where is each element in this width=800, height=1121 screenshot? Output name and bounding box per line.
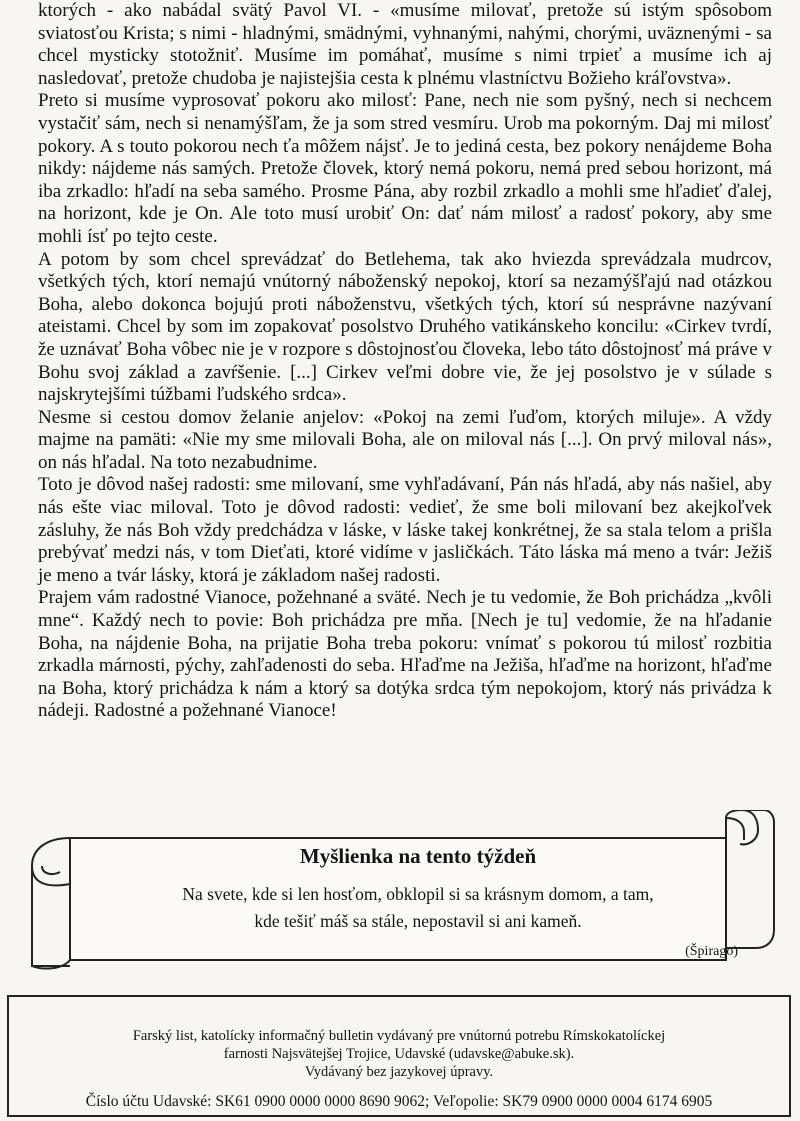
thought-title: Myšlienka na tento týždeň: [299, 844, 537, 868]
article-paragraph: Preto si musíme vyprosovať pokoru ako milosť: Pane, nech nie som pyšný, nech si nechcem vystačiť sám, nech si nenamýšľam, že ja som stred vesmíru. Urob ma pokorným. Daj mi milosť pokory. A s touto pokorou nech ťa môžem nájsť. Je to jediná cesta, bez pokory nenájdeme Boha nikdy: nájdeme nás samých. Pretože človek, ktorý nemá pokoru, nemá pred sebou horizont, má iba zrkadlo: hľadí na seba samého. Prosme Pána, aby rozbil zrkadlo a mohli sme hľadieť ďalej, na horizont, kde je On. Ale toto musí urobiť On: dať nám milosť a radosť pokory, aby sme mohli ísť po tejto ceste.: [38, 90, 772, 247]
thought-line: kde tešiť máš sa stále, nepostavil si ani kameň.: [254, 911, 582, 931]
footer-line: Farský list, katolícky informačný bulletin vydávaný pre vnútornú potrebu Rímskokatolíckej: [132, 1028, 666, 1044]
article-paragraph: A potom by som chcel sprevádzať do Betlehema, tak ako hviezda sprevádzala mudrcov, všetkých tých, ktorí nemajú vnútorný náboženský nepokoj, ktorí sa nezamýšľajú nad otázkou Boha, alebo dokonca bojujú proti náboženstvu, všetkých tých, ktorí sú nesprávne nazývaní ateistami. Chcel by som im zopakovať posolstvo Druhého vatikánskeho koncilu: «Cirkev tvrdí, že uznávať Boha vôbec nie je v rozpore s dôstojnosťou človeka, lebo táto dôstojnosť má práve v Bohu svoj základ a zavŕšenie. [...] Cirkev veľmi dobre vie, že jej posolstvo je v súlade s najskrytejšími túžbami ľudského srdca».: [38, 248, 772, 406]
article-body: [38, 0, 772, 723]
footer-line: farnosti Najsvätejšej Trojice, Udavské (udavske@abuke.sk).: [223, 1046, 575, 1062]
article-paragraph: Toto je dôvod našej radosti: sme milovaní, sme vyhľadávaní, Pán nás hľadá, aby nás našiel, aby nás ešte viac miloval. Toto je dôvod radosti: vedieť, že sme boli milovaní bez akejkoľvek zásluhy, že nás Boh vždy predchádza v láske, v láske takej konkrétnej, že sa stala telom a prišla prebývať medzi nás, v tom Dieťati, ktoré vidíme v jasličkách. Táto láska má meno a tvár: Ježiš je meno a tvár lásky, ktorá je základom našej radosti.: [38, 474, 772, 586]
footer-box: [7, 995, 791, 1117]
thought-line: Na svete, kde si len hosťom, obklopil si sa krásnym domom, a tam,: [182, 884, 654, 904]
thought-of-week-box: [18, 810, 778, 970]
article-paragraph: Nesme si cestou domov želanie anjelov: «Pokoj na zemi ľuďom, ktorých miluje». A vždy majme na pamäti: «Nie my sme milovali Boha, ale on miloval nás [...]. On prvý miloval nás», on nás hľadal. Na toto nezabudnime.: [38, 406, 772, 473]
thought-content: [138, 844, 698, 935]
thought-author: (Špirago): [685, 944, 738, 959]
article-paragraph: Prajem vám radostné Vianoce, požehnané a sväté. Nech je tu vedomie, že Boh prichádza „kvôli mne“. Každý nech to povie: Boh prichádza pre mňa. [Nech je tu] vedomie, že na hľadanie Boha, na nájdenie Boha, na prijatie Boha treba pokoru: vnímať s pokorou tú milosť rozbitia zrkadla márnosti, pýchy, zahľadenosti do seba. Hľaďme na Ježiša, hľaďme na horizont, hľaďme na Boha, ktorý prichádza k nám a ktorý sa dotýka srdca tým nepokojom, ktorý nás privádza k nádeji. Radostné a požehnané Vianoce!: [38, 587, 772, 722]
article-paragraph: ktorých - ako nabádal svätý Pavol VI. - «musíme milovať, pretože sú istým spôsobom sviatosťou Krista; s nimi - hladnými, smädnými, vyhnanými, nahými, chorými, uväznenými - sa chcel mysticky stotožniť. Musíme im pomáhať, musíme s nimi trpieť a musíme ich aj nasledovať, pretože chudoba je najistejšia cesta k plnému vlastníctvu Božieho kráľovstva».: [38, 0, 772, 89]
footer-line: Vydávaný bez jazykovej úpravy.: [304, 1064, 494, 1080]
footer-account-numbers: Číslo účtu Udavské: SK61 0900 0000 0000 8690 9062; Veľopolie: SK79 0900 0000 0004 6174 6905: [85, 1093, 713, 1110]
